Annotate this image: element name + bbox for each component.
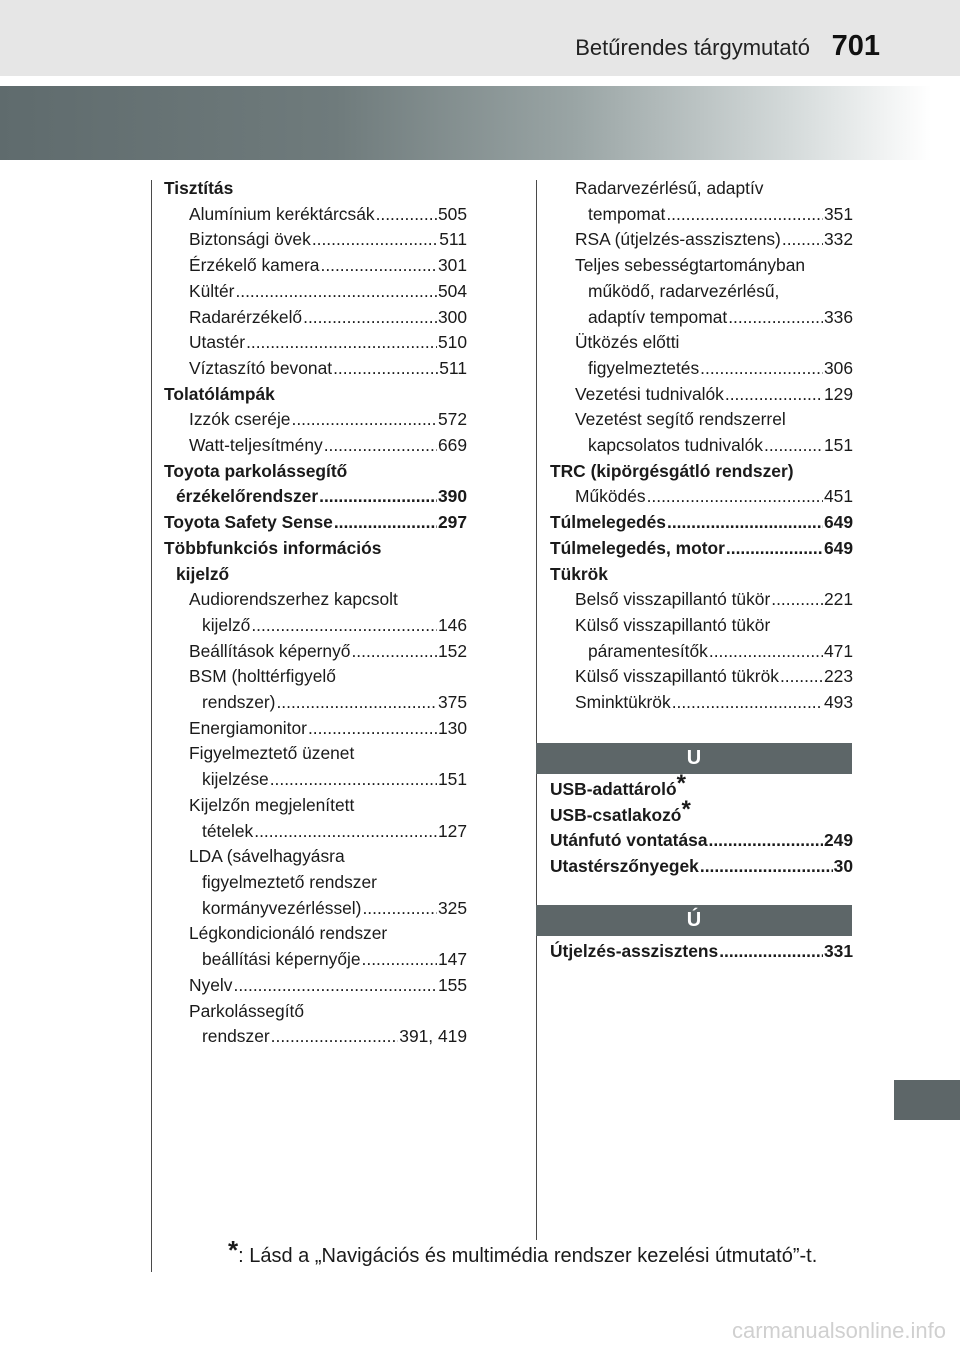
index-heading-tobbfunkcios: Többfunkciós információs xyxy=(164,537,382,558)
page-ref[interactable]: 331 xyxy=(823,941,853,961)
page-ref[interactable]: 127 xyxy=(437,820,467,841)
page-ref[interactable]: 572 xyxy=(437,409,467,430)
index-entry: Utastérszőnyegek ..... 30 xyxy=(550,854,853,880)
index-entry: Utánfutó vontatása ..... 249 xyxy=(550,828,853,854)
header-band xyxy=(0,86,960,160)
page-ref[interactable]: 30 xyxy=(833,856,853,877)
section-u-acute-entries xyxy=(550,939,853,965)
index-entry: USB-adattároló* xyxy=(550,770,686,799)
page-ref[interactable]: 375 xyxy=(437,692,467,713)
footnote xyxy=(228,1235,818,1269)
page-ref[interactable]: 147 xyxy=(437,949,467,970)
index-heading-tolatolampak: Tolatólámpák xyxy=(164,383,275,404)
page-ref[interactable]: 390 xyxy=(437,486,467,507)
section-title: Betűrendes tárgymutató xyxy=(575,35,810,60)
index-entry: Vezetési tudnivalók ..... 129 xyxy=(550,382,853,408)
index-entry: Radarérzékelő ..... 300 xyxy=(164,305,467,331)
left-rule xyxy=(151,180,152,1272)
index-heading-trc: TRC (kipörgésgátló rendszer) xyxy=(550,460,794,481)
index-heading-tisztitas: Tisztítás xyxy=(164,178,234,198)
index-entry: Beállítások képernyő ..... 152 xyxy=(164,639,467,665)
index-heading-parkolas: Toyota parkolássegítő xyxy=(164,460,348,481)
index-entry: Biztonsági övek ..... 511 xyxy=(164,227,467,253)
page-ref[interactable]: 306 xyxy=(823,357,853,378)
index-entry: Külső visszapillantó tükrök ..... 223 xyxy=(550,664,853,690)
index-entry: Belső visszapillantó tükör ..... 221 xyxy=(550,587,853,613)
page-ref[interactable]: 249 xyxy=(823,830,853,851)
thumb-index-tab[interactable] xyxy=(894,1080,960,1120)
page-ref[interactable]: 669 xyxy=(437,435,467,456)
column-divider xyxy=(536,180,537,1240)
index-entry: rendszer) ..... 375 xyxy=(164,690,467,716)
index-entry: figyelmeztetés ..... 306 xyxy=(550,356,853,382)
footnote-star: * xyxy=(228,1235,239,1265)
page-ref[interactable]: 129 xyxy=(823,383,853,404)
index-entry-line: működő, radarvezérlésű, xyxy=(588,280,780,301)
index-entry: Toyota Safety Sense ..... 297 xyxy=(164,510,467,536)
index-entry-line: Parkolássegítő xyxy=(189,1000,305,1021)
index-entry: kapcsolatos tudnivalók ..... 151 xyxy=(550,433,853,459)
index-heading-tobbfunkcios-cont: kijelző xyxy=(176,563,230,584)
watermark: carmanualsonline.info xyxy=(731,1318,946,1343)
index-entry: beállítási képernyője ..... 147 xyxy=(164,947,467,973)
page-ref[interactable]: 336 xyxy=(823,306,853,327)
index-entry-line: Vezetést segítő rendszerrel xyxy=(575,409,786,430)
index-entry-line: Teljes sebességtartományban xyxy=(575,255,806,276)
index-entry-line: Kijelzőn megjelenített xyxy=(189,794,355,815)
index-entry-line: LDA (sávelhagyásra xyxy=(189,846,345,867)
page-ref[interactable]: 301 xyxy=(437,255,467,276)
index-entry: Kültér ..... 504 xyxy=(164,279,467,305)
index-entry: Izzók cseréje ..... 572 xyxy=(164,407,467,433)
index-entry-line: Külső visszapillantó tükör xyxy=(575,614,771,635)
page-ref[interactable]: 471 xyxy=(823,640,853,661)
page-ref[interactable]: 351 xyxy=(823,203,853,224)
index-entry: kijelzése ..... 151 xyxy=(164,767,467,793)
page-ref[interactable]: 451 xyxy=(823,486,853,507)
index-entry: RSA (útjelzés-asszisztens) ..... 332 xyxy=(550,227,853,253)
page-ref[interactable]: 152 xyxy=(437,640,467,661)
page-ref[interactable]: 511 xyxy=(439,229,467,250)
index-entry: Túlmelegedés ..... 649 xyxy=(550,510,853,536)
page-ref[interactable]: 511 xyxy=(439,357,467,378)
index-entry: Túlmelegedés, motor ..... 649 xyxy=(550,536,853,562)
page-ref[interactable]: 130 xyxy=(437,717,467,738)
index-entry: érzékelőrendszer ..... 390 xyxy=(164,484,467,510)
page-ref[interactable]: 649 xyxy=(823,537,853,558)
footnote-text: : Lásd a „Navigációs és multimédia rendszer kezelési útmutató”-t. xyxy=(238,1245,818,1267)
index-entry: Érzékelő kamera ..... 301 xyxy=(164,253,467,279)
page-ref[interactable]: 300 xyxy=(437,306,467,327)
section-u-entries xyxy=(550,770,853,880)
page-ref[interactable]: 493 xyxy=(823,692,853,713)
footnote-marker: * xyxy=(681,795,691,823)
page-ref[interactable]: 332 xyxy=(823,229,853,250)
page-ref[interactable]: 146 xyxy=(437,614,467,635)
page-ref[interactable]: 505 xyxy=(437,203,467,224)
index-entry: Utastér ..... 510 xyxy=(164,330,467,356)
section-letter-u: U xyxy=(536,743,852,774)
index-entry: kormányvezérléssel) ..... 325 xyxy=(164,896,467,922)
index-entry: tételek ..... 127 xyxy=(164,819,467,845)
index-entry-line: Radarvezérlésű, adaptív xyxy=(575,178,764,198)
page-ref[interactable]: 151 xyxy=(437,769,467,790)
right-index-column xyxy=(550,176,853,716)
page-ref[interactable]: 504 xyxy=(437,280,467,301)
page-ref[interactable]: 221 xyxy=(823,589,853,610)
index-entry: Működés ..... 451 xyxy=(550,484,853,510)
page-number: 701 xyxy=(831,30,880,62)
index-entry: tempomat ..... 351 xyxy=(550,202,853,228)
index-heading-tukrok: Tükrök xyxy=(550,563,608,584)
index-entry-line: BSM (holttérfigyelő xyxy=(189,666,336,687)
index-entry-line: Ütközés előtti xyxy=(575,332,680,353)
index-entry-line: Légkondicionáló rendszer xyxy=(189,923,388,944)
index-entry: Víztaszító bevonat ..... 511 xyxy=(164,356,467,382)
index-entry: páramentesítők ..... 471 xyxy=(550,639,853,665)
page-ref[interactable]: 510 xyxy=(437,332,467,353)
index-entry-line: figyelmeztető rendszer xyxy=(202,871,377,892)
page-ref[interactable]: 223 xyxy=(823,666,853,687)
index-entry: kijelző ..... 146 xyxy=(164,613,467,639)
page-ref[interactable]: 649 xyxy=(823,512,853,533)
index-entry: Útjelzés-asszisztens ..... 331 xyxy=(550,939,853,965)
page-ref[interactable]: 155 xyxy=(437,974,467,995)
index-entry-line: Audiorendszerhez kapcsolt xyxy=(189,589,398,610)
index-entry: Watt-teljesítmény ..... 669 xyxy=(164,433,467,459)
top-bar xyxy=(0,0,960,76)
index-entry: rendszer ..... 391, 419 xyxy=(164,1024,467,1050)
index-entry-line: Figyelmeztető üzenet xyxy=(189,743,355,764)
footnote-marker: * xyxy=(676,770,686,797)
page-ref[interactable]: 151 xyxy=(823,435,853,456)
left-index-column xyxy=(164,176,467,1050)
page-ref[interactable]: 325 xyxy=(437,897,467,918)
section-letter-u-acute: Ú xyxy=(536,905,852,936)
page-ref[interactable]: 297 xyxy=(437,512,467,533)
index-entry: adaptív tempomat ..... 336 xyxy=(550,305,853,331)
index-entry: Sminktükrök ..... 493 xyxy=(550,690,853,716)
index-entry: USB-csatlakozó* xyxy=(550,795,691,825)
index-entry: Alumínium keréktárcsák ..... 505 xyxy=(164,202,467,228)
page-ref[interactable]: 391, 419 xyxy=(399,1026,467,1047)
index-entry: Nyelv ..... 155 xyxy=(164,973,467,999)
index-entry: Energiamonitor ..... 130 xyxy=(164,716,467,742)
